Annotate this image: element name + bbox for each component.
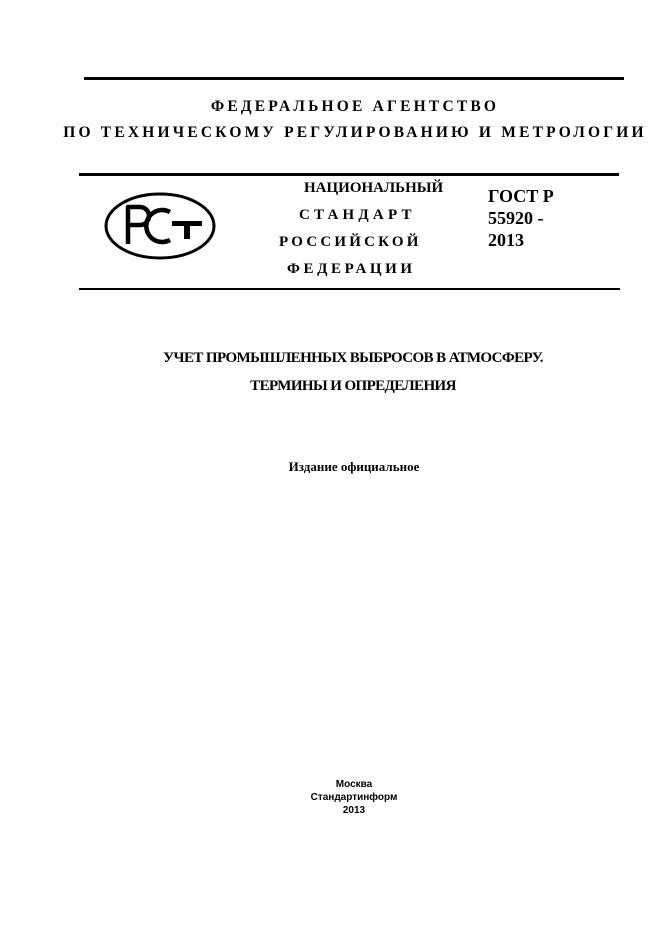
document-title-line-1: УЧЕТ ПРОМЫШЛЕННЫХ ВЫБРОСОВ В АТМОСФЕРУ. bbox=[163, 350, 543, 366]
document-title-line-2: ТЕРМИНЫ И ОПРЕДЕЛЕНИЯ bbox=[250, 378, 456, 394]
bottom-rule bbox=[79, 288, 620, 290]
agency-name-line-2: ПО ТЕХНИЧЕСКОМУ РЕГУЛИРОВАНИЮ И МЕТРОЛОГИИ bbox=[63, 124, 647, 141]
standard-type-line-4: ФЕДЕРАЦИИ bbox=[287, 261, 416, 277]
edition-label: Издание официальное bbox=[288, 459, 420, 474]
standard-type-line-3: РОССИЙСКОЙ bbox=[279, 234, 422, 250]
gost-designation-line-1: ГОСТ Р bbox=[488, 186, 554, 206]
rst-certification-mark-icon bbox=[104, 192, 216, 260]
imprint-city: Москва bbox=[335, 779, 373, 790]
standard-type-line-1: НАЦИОНАЛЬНЫЙ bbox=[304, 180, 444, 196]
gost-designation-line-2: 55920 - bbox=[488, 208, 544, 228]
standard-type-line-2: СТАНДАРТ bbox=[299, 207, 416, 223]
agency-name-line-1: ФЕДЕРАЛЬНОЕ АГЕНТСТВО bbox=[210, 98, 500, 115]
middle-rule bbox=[79, 173, 619, 176]
imprint-publisher: Стандартинформ bbox=[310, 792, 398, 803]
imprint-year: 2013 bbox=[342, 805, 366, 816]
top-rule bbox=[84, 77, 624, 80]
gost-designation-line-3: 2013 bbox=[488, 230, 524, 250]
